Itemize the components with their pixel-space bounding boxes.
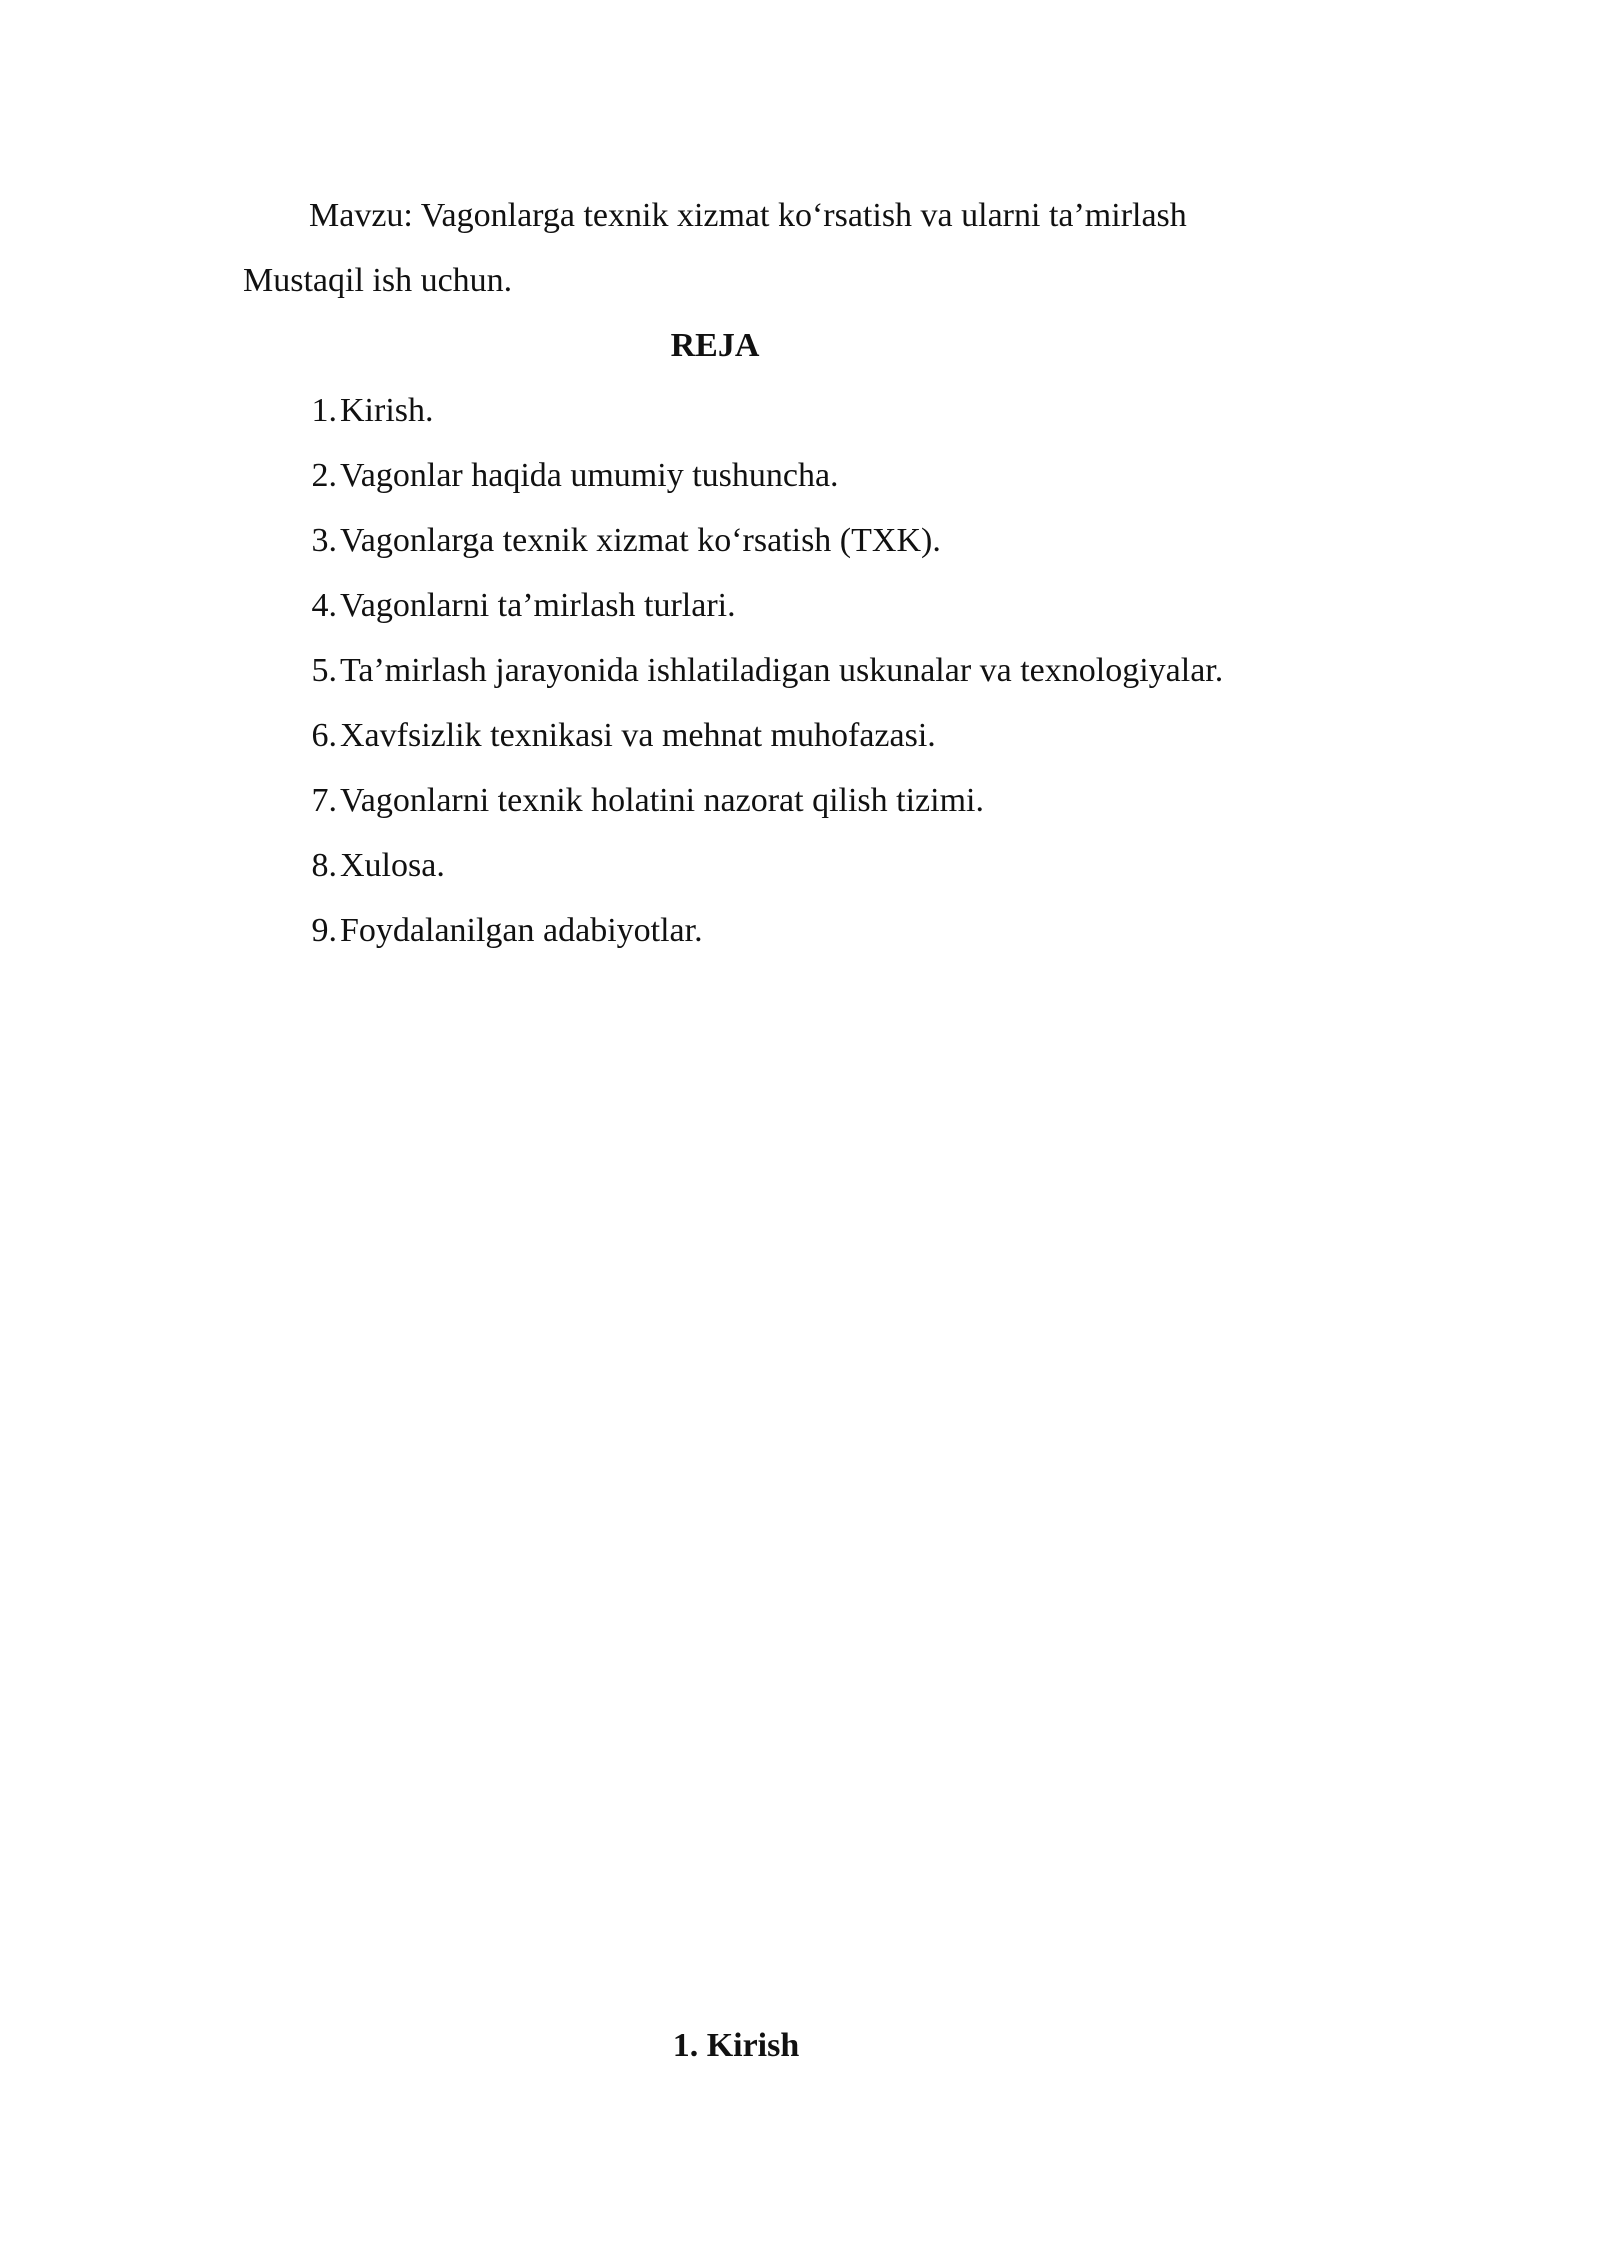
plan-item-number: 6. (311, 717, 337, 754)
plan-heading: REJA (670, 327, 760, 364)
plan-item-number: 3. (311, 522, 337, 559)
plan-item (306, 781, 1223, 846)
plan-item-number: 1. (311, 392, 337, 429)
plan-item-text: Foydalanilgan adabiyotlar. (340, 912, 703, 949)
plan-item-number: 5. (311, 652, 337, 689)
plan-item (306, 586, 1223, 651)
plan-item (306, 456, 1223, 521)
plan-item-number: 8. (311, 847, 337, 884)
plan-item-text: Ta’mirlash jarayonida ishlatiladigan uskunalar va texnologiyalar. (340, 652, 1224, 689)
plan-item-number: 7. (311, 782, 337, 819)
plan-list (306, 391, 1223, 976)
plan-item (306, 716, 1223, 781)
plan-item (306, 521, 1223, 586)
plan-item (306, 911, 1223, 976)
plan-item-text: Xavfsizlik texnikasi va mehnat muhofazasi. (340, 717, 936, 754)
plan-item-text: Kirish. (340, 392, 434, 429)
plan-item-text: Vagonlarga texnik xizmat ko‘rsatish (TXK). (340, 522, 941, 559)
plan-item-text: Xulosa. (340, 847, 445, 884)
document-subtitle: Mustaqil ish uchun. (243, 262, 513, 299)
plan-item-number: 4. (311, 587, 337, 624)
plan-item-text: Vagonlarni ta’mirlash turlari. (340, 587, 736, 624)
plan-item (306, 391, 1223, 456)
section-heading: 1. Kirish (672, 2027, 800, 2064)
plan-item (306, 846, 1223, 911)
document-topic: Mavzu: Vagonlarga texnik xizmat ko‘rsatish va ularni ta’mirlash (309, 197, 1187, 234)
plan-item-text: Vagonlar haqida umumiy tushuncha. (340, 457, 839, 494)
plan-item-text: Vagonlarni texnik holatini nazorat qilish tizimi. (340, 782, 984, 819)
plan-item-number: 9. (311, 912, 337, 949)
plan-item (306, 651, 1223, 716)
plan-item-number: 2. (311, 457, 337, 494)
